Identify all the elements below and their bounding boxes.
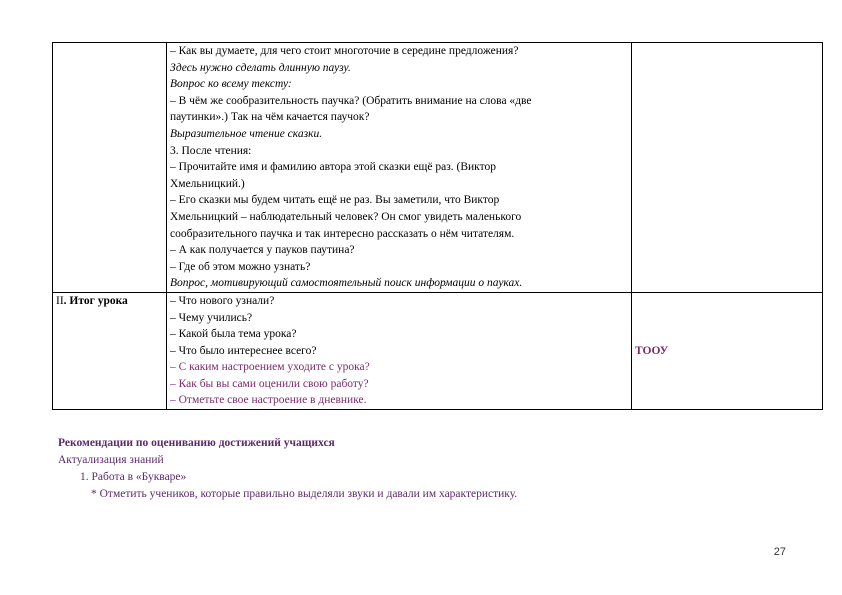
page-number: 27: [773, 546, 786, 558]
stage-cell-empty: [53, 43, 167, 293]
summary-question-line: – Отметьте свое настроение в дневнике.: [170, 394, 367, 407]
content-cell: [167, 43, 632, 293]
stage-roman-numeral: II: [56, 294, 64, 307]
content-line: – А как получается у пауков паутина?: [170, 244, 355, 257]
summary-question-line: – Чему учились?: [170, 311, 253, 324]
recommendations-bullet: * Отметить учеников, которые правильно выделяли звуки и давали им характеристику.: [91, 488, 518, 500]
stage-label: . Итог урока: [63, 294, 128, 307]
summary-question-line: – Какой была тема урока?: [170, 328, 297, 341]
content-line: – Где об этом можно узнать?: [170, 260, 311, 273]
summary-question-line: – С каким настроением уходите с урока?: [170, 361, 370, 374]
recommendations-title: Рекомендации по оцениванию достижений учащихся: [58, 437, 335, 449]
content-line: Здесь нужно сделать длинную паузу.: [170, 61, 351, 74]
content-line: сообразительного паучка и так интересно рассказать о нём читателям.: [170, 227, 515, 240]
summary-question-line: – Что было интереснее всего?: [170, 344, 317, 357]
content-line: 3. После чтения:: [170, 144, 252, 157]
table-row-continuation: [53, 43, 823, 293]
content-line: – Прочитайте имя и фамилию автора этой сказки ещё раз. (Виктор: [170, 161, 496, 174]
content-line: – Его сказки мы будем читать ещё не раз. Вы заметили, что Виктор: [170, 194, 500, 207]
assessment-cell: [632, 292, 823, 409]
final-prefix: Вопрос,: [170, 277, 211, 290]
summary-lines: [170, 293, 628, 409]
content-line: Вопрос ко всему тексту:: [170, 78, 292, 91]
recommendations-subtitle: Актуализация знаний: [58, 454, 164, 466]
content-lines: [170, 43, 628, 275]
recommendations-block: [58, 435, 798, 503]
summary-question-line: – Что нового узнали?: [170, 294, 275, 307]
summary-question-line: – Как бы вы сами оценили свою работу?: [170, 377, 369, 390]
table-row-summary: [53, 292, 823, 409]
notes-cell-empty: [632, 43, 823, 293]
lesson-table: [52, 42, 823, 410]
assessment-label: ТООУ: [635, 344, 669, 357]
content-line: Выразительное чтение сказки.: [170, 127, 323, 140]
content-line: Хмельницкий.): [170, 177, 245, 190]
content-line: – Как вы думаете, для чего стоит многоточие в середине предложения?: [170, 45, 519, 57]
content-line: Хмельницкий – наблюдательный человек? Он смог увидеть маленького: [170, 210, 522, 223]
summary-content-cell: [167, 292, 632, 409]
content-line: паутинки».) Так на чём качается паучок?: [170, 111, 370, 124]
content-line: – В чём же сообразительность паучка? (Обратить внимание на слова «две: [170, 94, 532, 107]
stage-cell-summary: [53, 292, 167, 409]
final-rest: мотивирующий самостоятельный поиск информации о пауках.: [210, 277, 523, 290]
content-line-final: [170, 275, 628, 292]
recommendations-item: 1. Работа в «Букваре»: [80, 471, 187, 483]
